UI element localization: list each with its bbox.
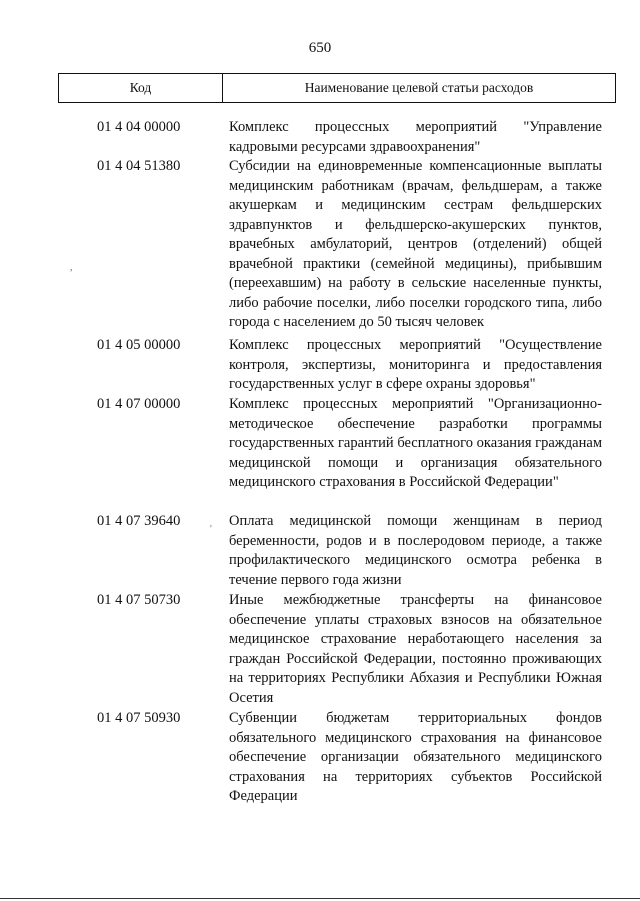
scan-mark: ' [210, 524, 212, 535]
table-header [58, 73, 616, 103]
row-description: Комплекс процессных мероприятий "Организационно-методическое обеспечение разработки программы государственных гарантий бесплатного оказания гражданам медицинской помощи и организация обязательного медицинского страхования в Российской Федерации" [229, 396, 602, 490]
row-code: 01 4 07 50930 [97, 710, 181, 726]
table-row [0, 709, 640, 809]
row-code: 01 4 04 51380 [97, 158, 181, 174]
table-row [0, 591, 640, 709]
page-bottom-edge [0, 898, 640, 899]
row-code: 01 4 05 00000 [97, 337, 181, 353]
row-code: 01 4 04 00000 [97, 119, 181, 135]
row-description: Субвенции бюджетам территориальных фондов обязательного медицинского страхования на финансовое обеспечение организации обязательного медицинского страхования на территориях субъектов Российской Федерации [229, 710, 602, 804]
row-description: Иные межбюджетные трансферты на финансовое обеспечение уплаты страховых взносов на обязательное медицинское страхование неработающего населения за граждан Российской Федерации, постоянно проживающих на территориях Республики Абхазия и Республики Южная Осетия [229, 592, 602, 706]
row-description: Комплекс процессных мероприятий "Управление кадровыми ресурсами здравоохранения" [229, 119, 602, 155]
table-row [0, 336, 640, 395]
scan-mark: , [70, 262, 73, 273]
table-row [0, 118, 640, 157]
table-row [0, 512, 640, 591]
table-row [0, 157, 640, 336]
header-code-label: Код [59, 74, 223, 102]
table-row [0, 395, 640, 512]
row-description: Оплата медицинской помощи женщинам в период беременности, родов и в послеродовом периоде, а также профилактического медицинского осмотра ребенка в течение первого года жизни [229, 513, 602, 588]
expense-rows [0, 118, 640, 809]
row-code: 01 4 07 50730 [97, 592, 181, 608]
header-name-label: Наименование целевой статьи расходов [304, 80, 534, 95]
row-code: 01 4 07 00000 [97, 396, 181, 412]
row-description: Субсидии на единовременные компенсационные выплаты медицинским работникам (врачам, фельдшерам, а также акушеркам и медицинским сестрам фельдшерских здравпунктов и фельдшерско-акушерских пунктов, врачебных амбулаторий, центров (отделений) общей врачебной практики (семейной медицины), прибывшим (переехавшим) на работу в сельские населенные пункты, либо рабочие поселки, либо поселки городского типа, либо города с населением до 50 тысяч человек [229, 158, 602, 330]
row-code: 01 4 07 39640 [97, 513, 181, 529]
row-description: Комплекс процессных мероприятий "Осуществление контроля, экспертизы, мониторинга и предоставления государственных услуг в сфере охраны здоровья" [229, 337, 602, 392]
page-number: 650 [308, 40, 332, 56]
